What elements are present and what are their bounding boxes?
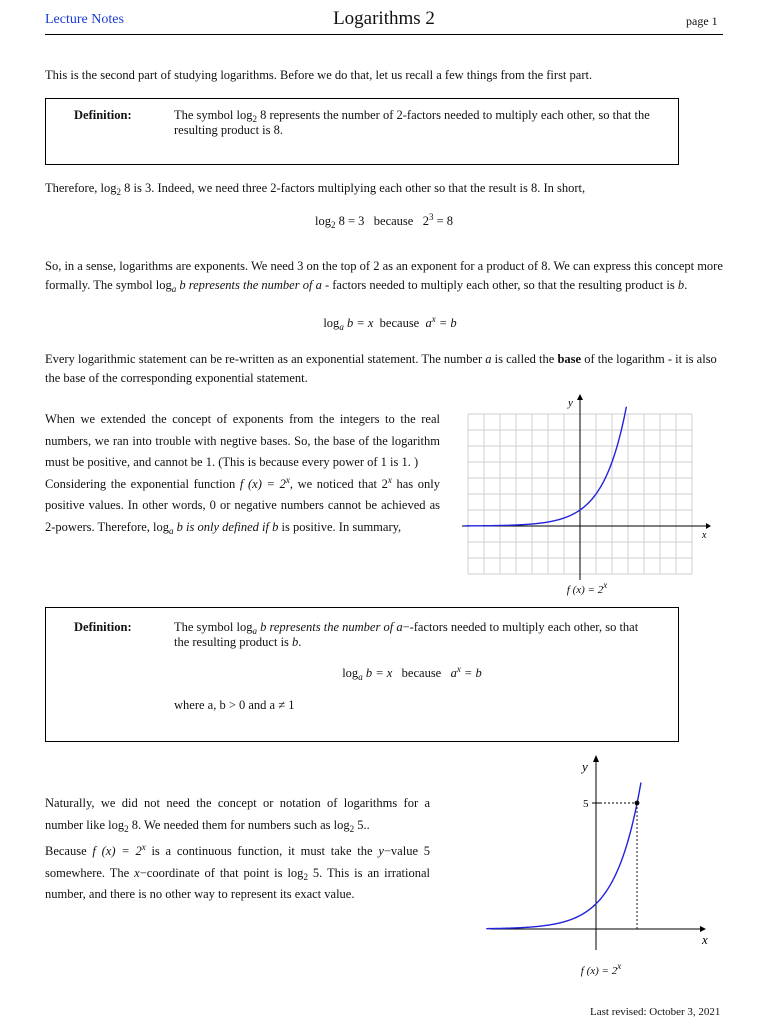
subscript: 2 <box>252 114 257 124</box>
text-part: is called the <box>491 352 558 366</box>
subscript: 2 <box>303 871 308 882</box>
last-revised: Last revised: October 3, 2021 <box>590 1006 721 1018</box>
text-part: 5.. <box>354 817 370 832</box>
definition-conditions: where a, b > 0 and a ≠ 1 <box>174 698 295 712</box>
text-part: b represents the number of <box>256 620 397 634</box>
definition-text-part: The symbol log <box>174 108 253 122</box>
text-part: Considering the exponential function <box>45 476 240 491</box>
text-part: a <box>396 620 403 634</box>
subscript: a <box>358 672 363 682</box>
text-part: So, in a sense, logarithms are exponents. We need 3 on the top of 2 as an exponent for a product of 8. We can express this concept more formally. The symbol log <box>45 259 723 292</box>
text-part: of the logarithm - it is also the base of the corresponding exponential statement. <box>45 352 717 385</box>
page-number: page 1 <box>686 14 718 28</box>
caption-text: f (x) = 2 <box>566 584 604 596</box>
x-axis-arrow <box>706 523 711 529</box>
eq-part: b = x <box>362 666 393 680</box>
exponential-curve <box>465 407 627 526</box>
eq-part: 2 <box>422 214 429 228</box>
text-part: When we extended the concept of exponents from the integers to the real numbers, we ran into trouble with negtive bases. So, the base of the logarithm must be positive, and cannot be 1. (This is because every power of 1 is 1. ) <box>45 412 440 469</box>
equation-loga-b <box>0 314 768 333</box>
text-part: . <box>298 635 302 649</box>
header-divider <box>45 34 723 35</box>
text-part: −-factors needed to multiply each other, so that the resulting product is <box>174 620 639 649</box>
superscript: x <box>387 474 392 485</box>
text-part: b <box>292 635 299 649</box>
subscript: 2 <box>124 823 129 834</box>
text-part: 8. We needed them for numbers such as log <box>128 817 350 832</box>
text-part: b <box>272 519 279 534</box>
subscript: 2 <box>330 220 336 230</box>
definition-label: Definition: <box>74 620 132 634</box>
x-axis-label: x <box>702 530 707 541</box>
text-part: b represents the number of <box>176 278 316 292</box>
eq-part: 8 = 3 <box>335 214 365 228</box>
y-axis-label: y <box>582 759 588 774</box>
definition-box-2 <box>45 607 679 742</box>
exponential-graph-1 <box>462 392 712 582</box>
definition-box-1 <box>45 98 679 165</box>
text-part: Therefore, log <box>45 181 117 195</box>
equation-log2-8 <box>0 212 768 231</box>
text-part: a <box>485 352 492 366</box>
superscript: x <box>617 961 622 971</box>
text-part: is positive. In summary, <box>278 519 402 534</box>
eq-because: because <box>401 666 442 680</box>
subscript: a <box>339 322 344 332</box>
text-part: b is only defined if <box>173 519 273 534</box>
text-part: Naturally, we did not need the concept or notation of logarithms for a number like log <box>45 796 430 832</box>
log2-5-paragraph <box>45 793 430 836</box>
eq-part: log <box>314 214 331 228</box>
y-tick-label-5: 5 <box>583 798 589 810</box>
text-part: has only positive values. In other words, 0 or negative numbers cannot be achieved as 2-powers. Therefore, log <box>45 476 440 534</box>
text-part: −coordinate of that point is log <box>139 865 304 880</box>
definition-label: Definition: <box>74 108 132 122</box>
exponential-graph-2 <box>486 752 716 952</box>
subscript: a <box>252 626 257 636</box>
text-part: is a continuous function, it must take the <box>145 844 379 858</box>
exponential-curve <box>486 782 641 928</box>
base-paragraph <box>45 350 735 388</box>
eq-because: because <box>379 316 420 330</box>
text-part: y <box>378 844 384 858</box>
text-part: b <box>677 278 685 292</box>
eq-because: because <box>373 214 414 228</box>
header-course-link[interactable]: Lecture Notes <box>45 12 124 27</box>
intro-paragraph: This is the second part of studying logarithms. Before we do that, let us recall a few things from the first part. <box>45 68 593 82</box>
definition-text <box>174 620 650 650</box>
superscript: x <box>431 314 436 324</box>
therefore-paragraph <box>45 179 735 198</box>
y-axis-arrow <box>577 394 583 400</box>
text-part: 5. This is an irrational number, and there is no other way to represent its exact value. <box>45 865 430 901</box>
eq-part: b = x <box>343 316 374 330</box>
caption-text: f (x) = 2 <box>580 965 618 977</box>
negative-bases-paragraph <box>45 409 440 538</box>
eq-part: a <box>450 666 457 680</box>
eq-part: log <box>323 316 340 330</box>
eq-part: a <box>425 316 432 330</box>
continuous-function-paragraph <box>45 841 430 906</box>
bold-term: base <box>557 352 582 366</box>
eq-part: = b <box>460 666 482 680</box>
superscript: x <box>285 474 290 485</box>
definition-equation <box>74 664 650 683</box>
text-part: - factors needed to multiply each other, so that the resulting product is <box>321 278 678 292</box>
eq-part: = 8 <box>433 214 454 228</box>
subscript: 2 <box>116 187 121 197</box>
superscript: x <box>603 580 608 590</box>
text-part: f (x) = 2 <box>239 476 286 491</box>
text-part: , we noticed that 2 <box>289 476 388 491</box>
text-part: −value 5 somewhere. The <box>45 844 430 880</box>
graph-1-caption <box>462 580 712 596</box>
point-log2-5 <box>635 801 640 806</box>
superscript: 3 <box>428 212 434 222</box>
text-part: The symbol log <box>174 620 253 634</box>
text-part: 8 is 3. Indeed, we need three 2-factors multiplying each other so that the result is 8. In short, <box>121 181 586 195</box>
superscript: x <box>141 842 146 852</box>
subscript: 2 <box>349 823 355 834</box>
page-title: Logarithms 2 <box>333 8 435 29</box>
eq-part: = b <box>435 316 457 330</box>
y-axis-arrow <box>593 755 599 762</box>
superscript: x <box>456 664 461 674</box>
graph-2-caption <box>486 961 716 977</box>
definition-text <box>174 108 650 138</box>
eq-part: log <box>342 666 359 680</box>
text-part: Every logarithmic statement can be re-written as an exponential statement. The number <box>45 352 486 366</box>
x-axis-label: x <box>702 932 708 947</box>
text-part: . <box>684 278 688 292</box>
text-part: x <box>134 865 140 880</box>
text-part: Because <box>45 844 93 858</box>
text-part: a <box>315 278 322 292</box>
y-axis-label: y <box>568 397 573 409</box>
formal-paragraph <box>45 257 735 295</box>
text-part: f (x) = 2 <box>92 844 142 858</box>
definition-text-part: 8 represents the number of 2-factors needed to multiply each other, so that the resulting product is 8. <box>174 108 650 137</box>
subscript: a <box>169 525 174 536</box>
subscript: a <box>171 284 177 294</box>
